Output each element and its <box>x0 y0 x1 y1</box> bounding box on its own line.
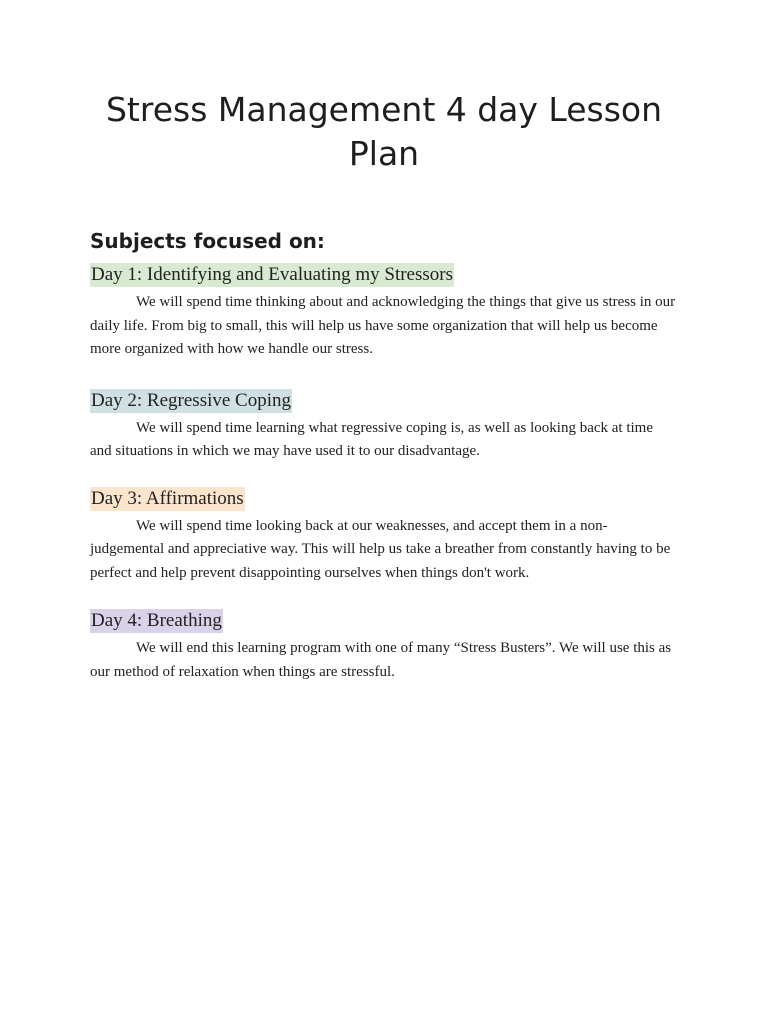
day-1-body: We will spend time thinking about and acknowledging the things that give us stress in our daily life. From big to small, this will help us have some organization that will help us become more organized with how we handle our stress. <box>90 294 676 357</box>
day-4-body: We will end this learning program with one of many “Stress Busters”. We will use this as our method of relaxation when things are stressful. <box>90 640 672 680</box>
day-2-heading-highlight: Day 2: Regressive Coping <box>91 389 292 411</box>
day-1-heading-highlight: Day 1: Identifying and Evaluating my Stressors <box>91 264 453 285</box>
day-3-heading <box>90 487 678 511</box>
subjects-subtitle: Subjects focused on: <box>90 229 325 253</box>
day-2-heading <box>90 389 678 413</box>
day-3-heading-highlight: Day 3: Affirmations <box>91 487 244 509</box>
day-4-heading <box>90 609 678 633</box>
section-day-1 <box>90 263 678 362</box>
day-2-body: We will spend time learning what regressive coping is, as well as looking back at time and situations in which we may have used it to our disadvantage. <box>90 419 653 459</box>
day-4-heading-highlight: Day 4: Breathing <box>91 610 222 631</box>
section-day-4 <box>90 609 678 684</box>
section-day-2 <box>90 389 678 464</box>
section-day-3 <box>90 487 678 586</box>
day-1-heading <box>90 263 678 287</box>
day-3-body: We will spend time looking back at our weaknesses, and accept them in a non-judgemental and appreciative way. This will help us take a breather from constantly having to be perfect and help prevent disappointing ourselves when things don't work. <box>90 517 671 581</box>
document-title: Stress Management 4 day Lesson Plan <box>105 90 663 173</box>
